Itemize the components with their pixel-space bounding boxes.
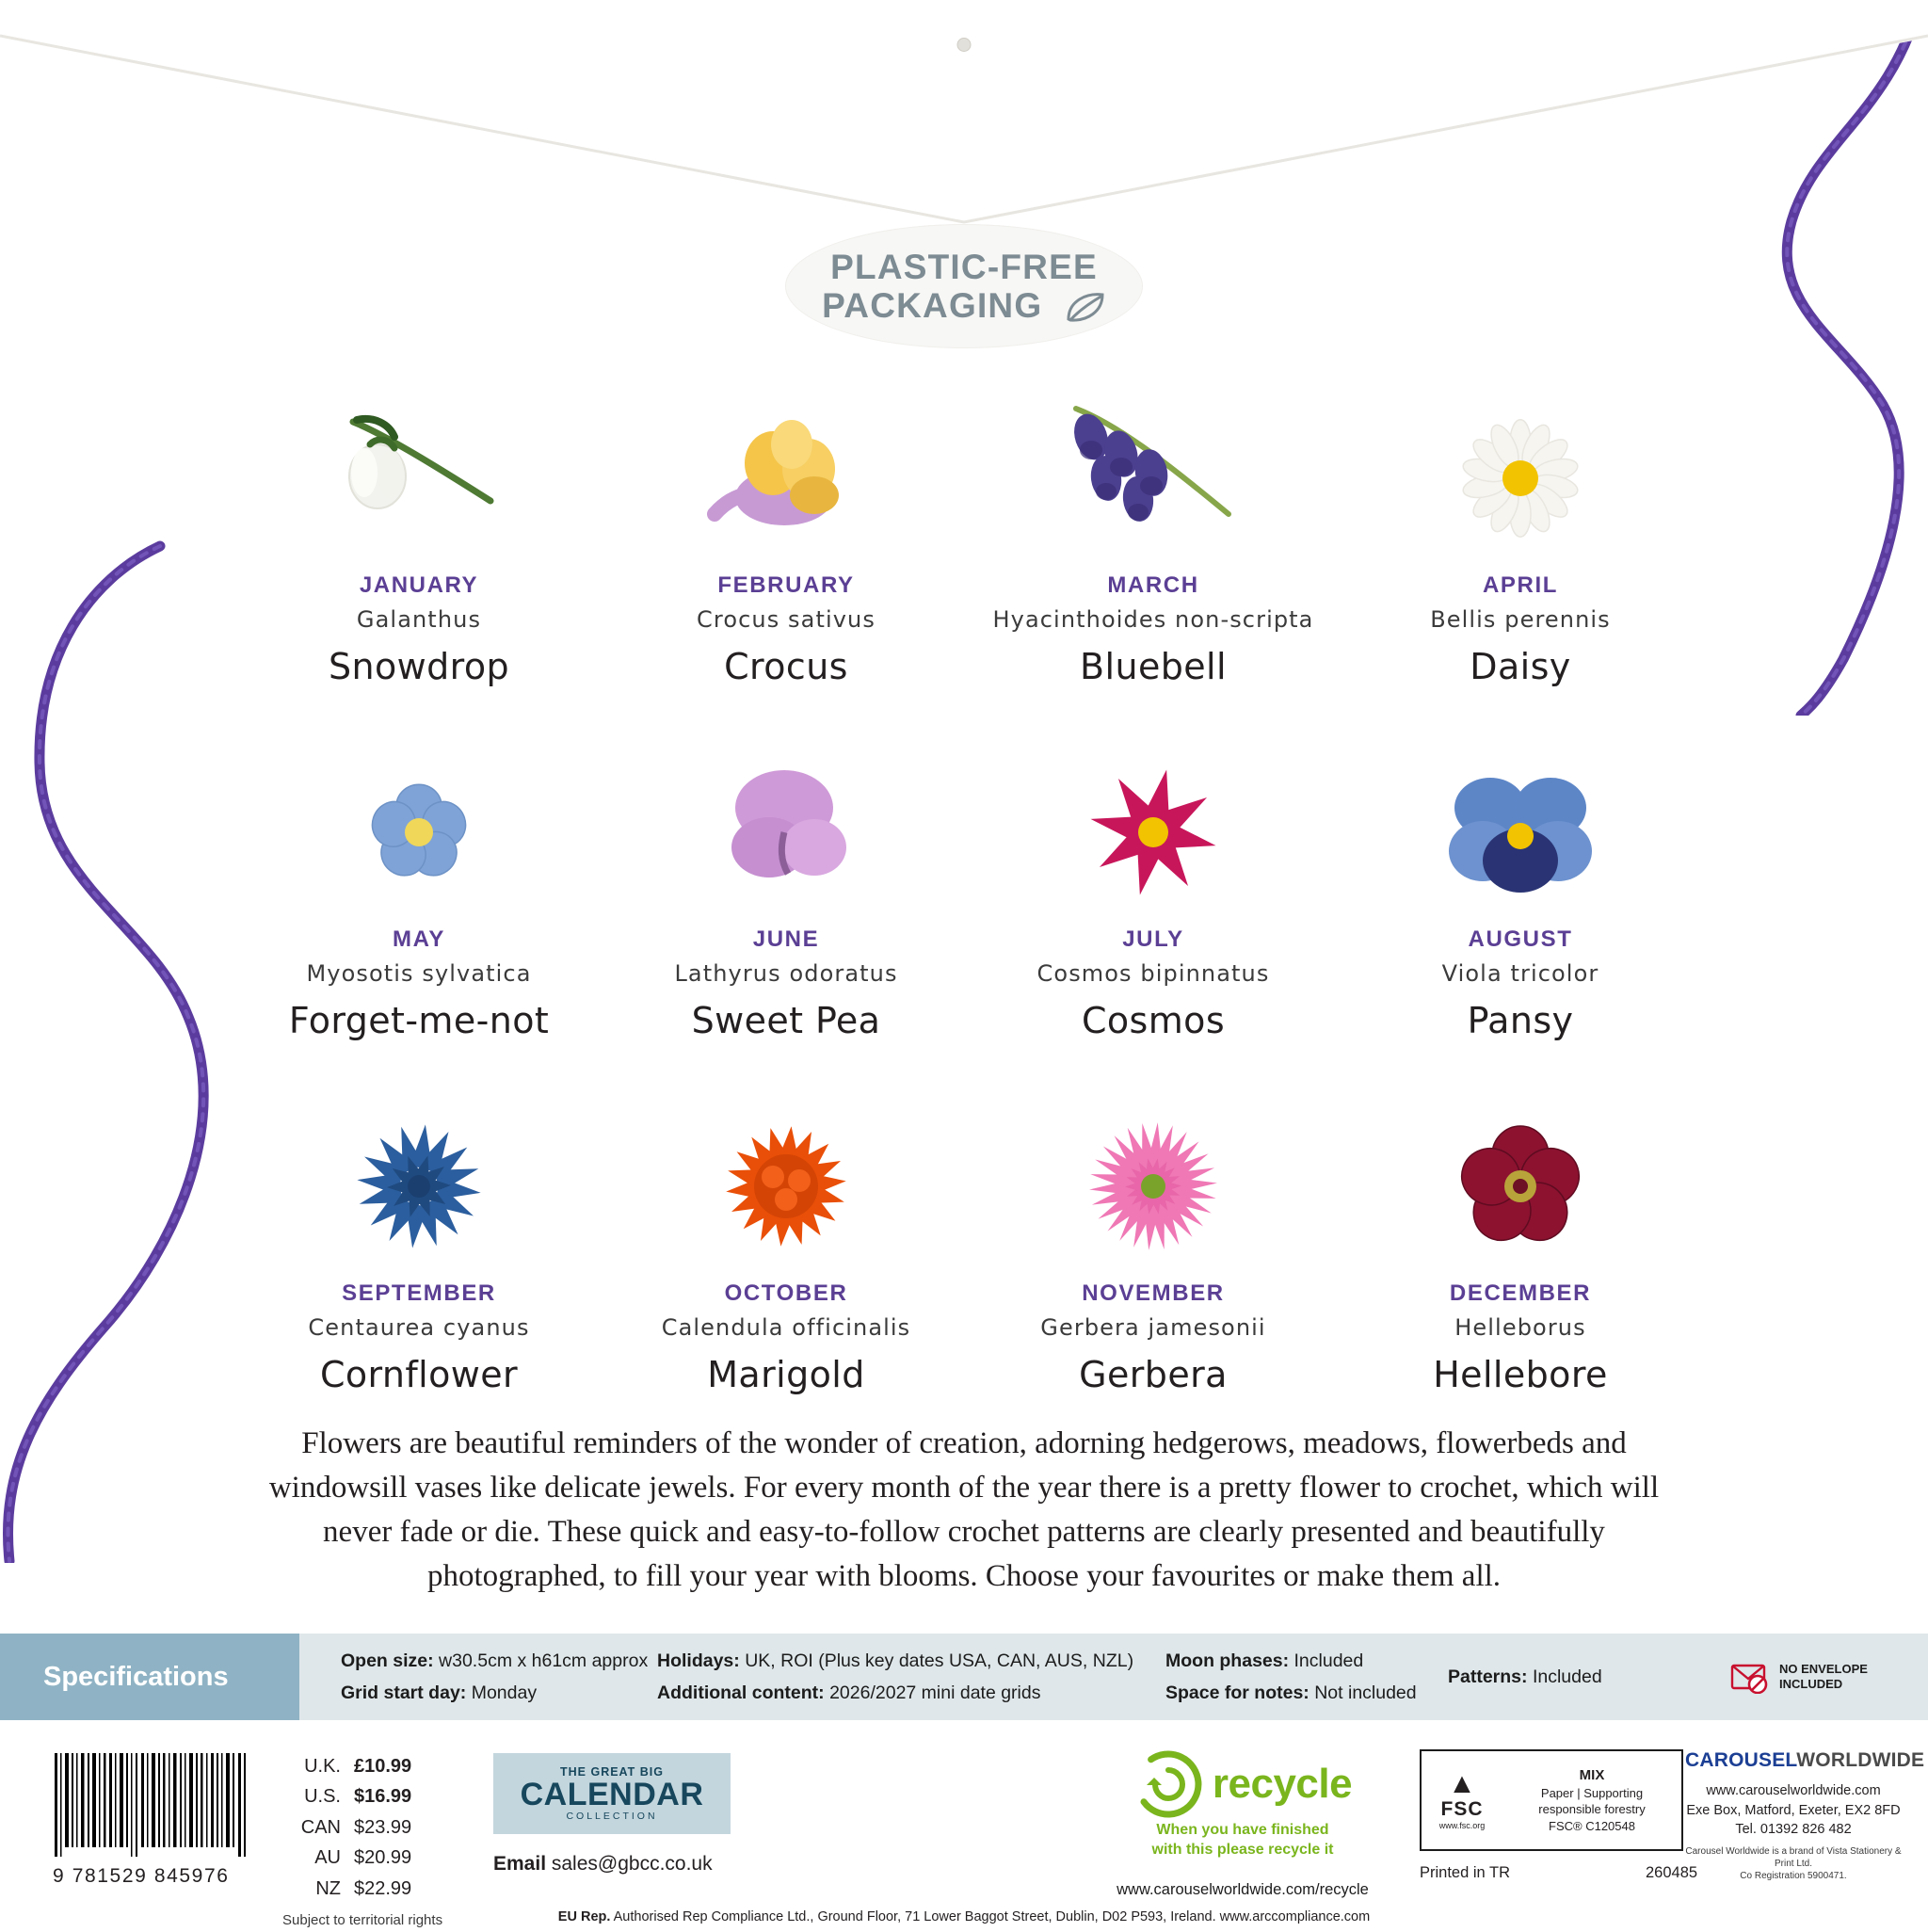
carousel-name-1: CAROUSEL [1685, 1749, 1797, 1771]
month-card [1337, 395, 1704, 687]
month-card [602, 749, 970, 1041]
month-name: OCTOBER [724, 1280, 848, 1306]
marigold-flower-icon [683, 1103, 890, 1264]
common-name: Daisy [1470, 646, 1571, 687]
month-name: FEBRUARY [717, 572, 855, 598]
common-name: Cornflower [319, 1354, 519, 1395]
month-card [235, 749, 602, 1041]
common-name: Marigold [707, 1354, 865, 1395]
month-name: AUGUST [1468, 926, 1573, 952]
price-currency: U.K. [304, 1756, 341, 1777]
plastic-free-packaging-badge [785, 224, 1143, 348]
month-card [235, 395, 602, 687]
recycle-sub-2: with this please recycle it [1151, 1841, 1334, 1858]
moon-phases-label: Moon phases: [1165, 1650, 1290, 1671]
spec-column-moon [1165, 1634, 1448, 1720]
price-value: $16.99 [354, 1786, 412, 1808]
barcode-icon [53, 1753, 250, 1857]
latin-name: Cosmos bipinnatus [1036, 960, 1270, 987]
specifications-bar [0, 1634, 1928, 1720]
common-name: Sweet Pea [691, 1000, 881, 1041]
recycle-block [1111, 1749, 1374, 1899]
printed-in: Printed in TR [1420, 1864, 1510, 1881]
description-paragraph: Flowers are beautiful reminders of the wonder of creation, adorning hedgerows, meadows, flowerbeds and windowsill vases like delicate jewels. For every month of the year there is a pretty flower to crochet, which will never fade or die. These quick and easy-to-follow crochet patterns are clearly presented and beautifully photographed, to fill your year with blooms. Choose your favourites or make them all. [268, 1426, 1660, 1593]
fsc-code: FSC® C120548 [1549, 1818, 1635, 1833]
patterns-value: Included [1532, 1666, 1602, 1687]
hanging-hole [957, 38, 972, 52]
price-row [282, 1874, 442, 1904]
latin-name: Centaurea cyanus [308, 1314, 530, 1341]
price-row [282, 1812, 442, 1843]
latin-name: Helleborus [1454, 1314, 1586, 1341]
envelope-fold [0, 0, 1928, 245]
space-for-notes-label: Space for notes: [1165, 1682, 1309, 1703]
month-card [602, 1103, 970, 1395]
open-size-label: Open size: [341, 1650, 434, 1671]
latin-name: Crocus sativus [697, 606, 876, 633]
sweetpea-flower-icon [683, 749, 890, 910]
month-card [970, 395, 1337, 687]
price-row [282, 1781, 442, 1811]
pansy-flower-icon [1417, 749, 1624, 910]
month-grid [235, 395, 1704, 1395]
badge-line-1: PLASTIC-FREE [830, 247, 1098, 286]
cosmos-flower-icon [1050, 749, 1257, 910]
additional-content-label: Additional content: [657, 1682, 825, 1703]
cornflower-flower-icon [315, 1103, 522, 1264]
gbcc-line-1: THE GREAT BIG [560, 1765, 664, 1779]
fsc-mix: MIX [1579, 1766, 1605, 1783]
fsc-url: www.fsc.org [1438, 1821, 1486, 1830]
hellebore-flower-icon [1417, 1103, 1624, 1264]
carousel-fine-2: Co Registration 5900471. [1740, 1870, 1847, 1881]
space-for-notes-value: Not included [1314, 1682, 1417, 1703]
carousel-fine-1: Carousel Worldwide is a brand of Vista Stationery & Print Ltd. [1685, 1845, 1902, 1869]
month-name: APRIL [1483, 572, 1558, 598]
barcode-block [53, 1753, 250, 1888]
spec-column-holidays [657, 1634, 1165, 1720]
carousel-tel: Tel. 01392 826 482 [1735, 1822, 1852, 1838]
carousel-logo [1685, 1749, 1925, 1772]
latin-name: Viola tricolor [1441, 960, 1599, 987]
common-name: Crocus [724, 646, 848, 687]
carousel-name-2: WORLDWIDE [1796, 1749, 1925, 1771]
holidays-label: Holidays: [657, 1650, 740, 1671]
latin-name: Bellis perennis [1430, 606, 1611, 633]
recycle-url[interactable]: www.carouselworldwide.com/recycle [1117, 1880, 1369, 1898]
holidays-value: UK, ROI (Plus key dates USA, CAN, AUS, NZL) [745, 1650, 1134, 1671]
month-card [1337, 1103, 1704, 1395]
gbcc-line-2: CALENDAR [520, 1777, 704, 1812]
price-value: $20.99 [354, 1847, 412, 1869]
month-name: JULY [1122, 926, 1184, 952]
recycle-word: recycle [1212, 1761, 1353, 1807]
month-card [235, 1103, 602, 1395]
latin-name: Hyacinthoides non-scripta [992, 606, 1314, 633]
fsc-desc-1: Paper | Supporting [1540, 1785, 1644, 1800]
carousel-url[interactable]: www.carouselworldwide.com [1706, 1783, 1881, 1798]
latin-name: Gerbera jamesonii [1040, 1314, 1266, 1341]
common-name: Pansy [1467, 1000, 1574, 1041]
fsc-tree-icon: ▲ [1448, 1768, 1476, 1799]
month-name: MARCH [1107, 572, 1199, 598]
month-card [1337, 749, 1704, 1041]
daisy-flower-icon [1417, 395, 1624, 555]
carousel-address: Exe Box, Matford, Exeter, EX2 8FD [1686, 1802, 1901, 1818]
job-number: 260485 [1646, 1864, 1698, 1881]
month-name: NOVEMBER [1082, 1280, 1225, 1306]
gerbera-flower-icon [1050, 1103, 1257, 1264]
common-name: Snowdrop [328, 646, 509, 687]
month-name: DECEMBER [1449, 1280, 1592, 1306]
eu-representative [0, 1909, 1928, 1924]
price-currency: U.S. [304, 1786, 341, 1808]
recycle-sub-1: When you have finished [1156, 1822, 1329, 1838]
gbcc-logo [493, 1753, 731, 1834]
common-name: Forget-me-not [288, 1000, 550, 1041]
barcode-number: 9 781529 845976 [53, 1865, 230, 1887]
month-name: JUNE [752, 926, 820, 952]
price-value: £10.99 [354, 1756, 412, 1777]
footer [0, 1732, 1928, 1928]
common-name: Bluebell [1080, 646, 1227, 687]
email-line [493, 1853, 713, 1876]
latin-name: Myosotis sylvatica [306, 960, 532, 987]
price-row [282, 1751, 442, 1781]
month-card [602, 395, 970, 687]
no-envelope-line-2: INCLUDED [1779, 1677, 1843, 1691]
price-currency: NZ [315, 1877, 341, 1899]
common-name: Cosmos [1081, 1000, 1226, 1041]
price-list [282, 1751, 442, 1932]
price-value: $22.99 [354, 1877, 412, 1899]
common-name: Hellebore [1433, 1354, 1608, 1395]
price-row [282, 1843, 442, 1873]
gbcc-line-3: COLLECTION [566, 1811, 658, 1822]
no-envelope-notice [1693, 1634, 1928, 1720]
eu-rep-label: EU Rep. [557, 1909, 611, 1924]
patterns-label: Patterns: [1448, 1666, 1528, 1687]
fsc-block [1420, 1749, 1683, 1851]
specifications-label: Specifications [0, 1634, 299, 1720]
latin-name: Galanthus [356, 606, 482, 633]
price-currency: CAN [300, 1816, 341, 1838]
leaf-icon [1063, 291, 1106, 323]
email-label: Email [493, 1853, 547, 1875]
month-name: JANUARY [359, 572, 479, 598]
common-name: Gerbera [1079, 1354, 1228, 1395]
grid-start-value: Monday [471, 1682, 538, 1703]
snowdrop-flower-icon [315, 395, 522, 555]
latin-name: Lathyrus odoratus [674, 960, 898, 987]
grid-start-label: Grid start day: [341, 1682, 467, 1703]
month-name: SEPTEMBER [342, 1280, 496, 1306]
price-value: $23.99 [354, 1816, 412, 1838]
additional-content-value: 2026/2027 mini date grids [829, 1682, 1041, 1703]
moon-phases-value: Included [1293, 1650, 1364, 1671]
no-envelope-icon [1730, 1660, 1768, 1694]
fsc-name: FSC [1440, 1798, 1484, 1820]
fsc-claim [1502, 1749, 1683, 1851]
latin-name: Calendula officinalis [661, 1314, 911, 1341]
spec-column-patterns [1448, 1634, 1693, 1720]
carousel-block [1685, 1749, 1925, 1882]
bluebell-flower-icon [1050, 395, 1257, 555]
no-envelope-line-1: NO ENVELOPE [1779, 1661, 1868, 1676]
forgetmenot-flower-icon [315, 749, 522, 910]
badge-line-2: PACKAGING [822, 286, 1043, 325]
territorial-rights-note: Subject to territorial rights [282, 1911, 443, 1928]
price-currency: AU [314, 1847, 341, 1869]
fsc-logo [1420, 1749, 1502, 1851]
email-value[interactable]: sales@gbcc.co.uk [551, 1853, 713, 1875]
month-name: MAY [393, 926, 445, 952]
open-size-value: w30.5cm x h61cm approx [439, 1650, 649, 1671]
month-card [970, 749, 1337, 1041]
spec-column-size [299, 1634, 657, 1720]
eu-rep-text: Authorised Rep Compliance Ltd., Ground Floor, 71 Lower Baggot Street, Dublin, D02 P593, Ireland. www.arccompliance.com [613, 1909, 1371, 1924]
fsc-desc-2: responsible forestry [1538, 1802, 1646, 1817]
month-card [970, 1103, 1337, 1395]
crocus-flower-icon [683, 395, 890, 555]
recycle-icon [1133, 1749, 1203, 1819]
